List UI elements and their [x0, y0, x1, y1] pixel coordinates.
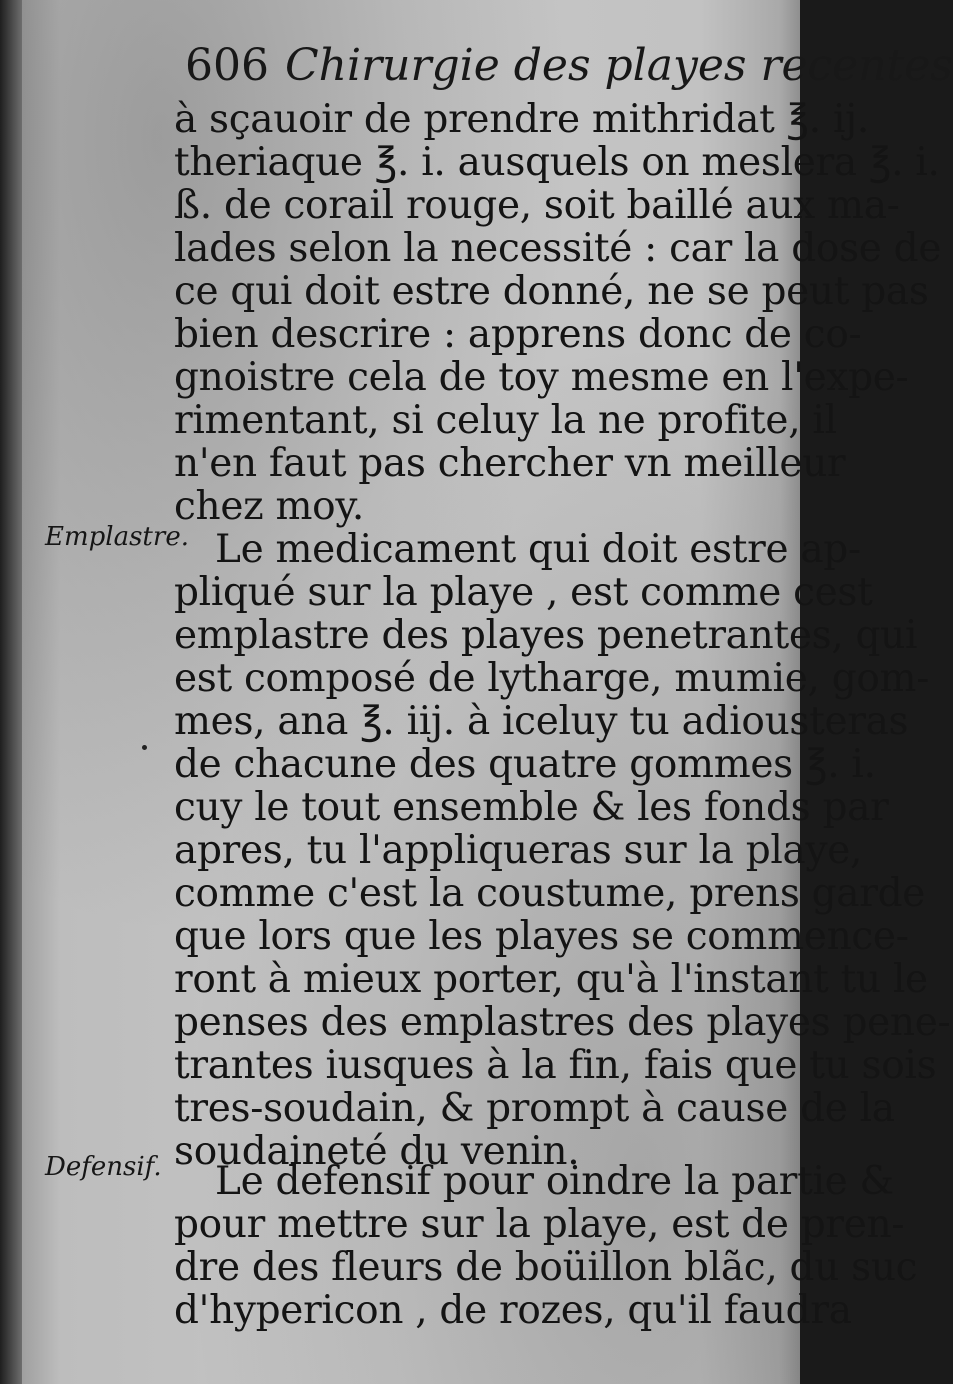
paragraph-start-line: Le medicament qui doit estre ap- [215, 527, 861, 572]
running-header [185, 40, 953, 100]
running-title: Chirurgie des playes recentes [285, 40, 953, 91]
text-line: rimentant, si celuy la ne profite, il [174, 398, 837, 443]
text-line: trantes iusques à la fin, fais que tu sois [174, 1043, 937, 1088]
text-line: n'en faut pas chercher vn meilleur [174, 441, 846, 486]
text-line: est composé de lytharge, mumie, gom- [174, 656, 930, 701]
text-line: lades selon la necessité : car la dose de [174, 226, 942, 271]
text-line: soudaineté du venin. [174, 1129, 580, 1174]
text-line: que lors que les playes se commence- [174, 914, 909, 959]
text-line: apres, tu l'appliqueras sur la playe, [174, 828, 863, 873]
ink-speck [142, 745, 147, 750]
text-line: mes, ana ℥. iij. à iceluy tu adiousteras [174, 699, 909, 744]
text-line: dre des fleurs de boüillon blãc, du suc [174, 1245, 918, 1290]
margin-note-defensif: Defensif. [45, 1152, 162, 1182]
text-line: emplastre des playes penetrantes, qui [174, 613, 918, 658]
paragraph-start-line: Le defensif pour oindre la partie & [215, 1159, 894, 1204]
text-line: cuy le tout ensemble & les fonds par [174, 785, 889, 830]
text-line: de chacune des quatre gommes ℥. i. [174, 742, 876, 787]
text-line: à sçauoir de prendre mithridat ℥. ij. [174, 97, 870, 142]
text-line: d'hypericon , de rozes, qu'il faudra [174, 1288, 852, 1333]
text-line: bien descrire : apprens donc de co- [174, 312, 862, 357]
text-line: gnoistre cela de toy mesme en l'expe- [174, 355, 909, 400]
text-line: pliqué sur la playe , est comme cest [174, 570, 873, 615]
text-line: chez moy. [174, 484, 364, 529]
text-line: ce qui doit estre donné, ne se peut pas [174, 269, 929, 314]
text-line: ront à mieux porter, qu'à l'instant tu le [174, 957, 928, 1002]
page-number: 606 [185, 40, 269, 91]
text-line: tres-soudain, & prompt à cause de la [174, 1086, 895, 1131]
text-line: comme c'est la coustume, prens garde [174, 871, 926, 916]
margin-note-emplastre: Emplastre. [45, 522, 189, 552]
text-line: theriaque ℥. i. ausquels on meslera ℥. i. [174, 140, 940, 185]
text-line: penses des emplastres des playes pene- [174, 1000, 951, 1045]
text-line: ß. de corail rouge, soit baillé aux ma- [174, 183, 900, 228]
text-line: pour mettre sur la playe, est de pren- [174, 1202, 905, 1247]
